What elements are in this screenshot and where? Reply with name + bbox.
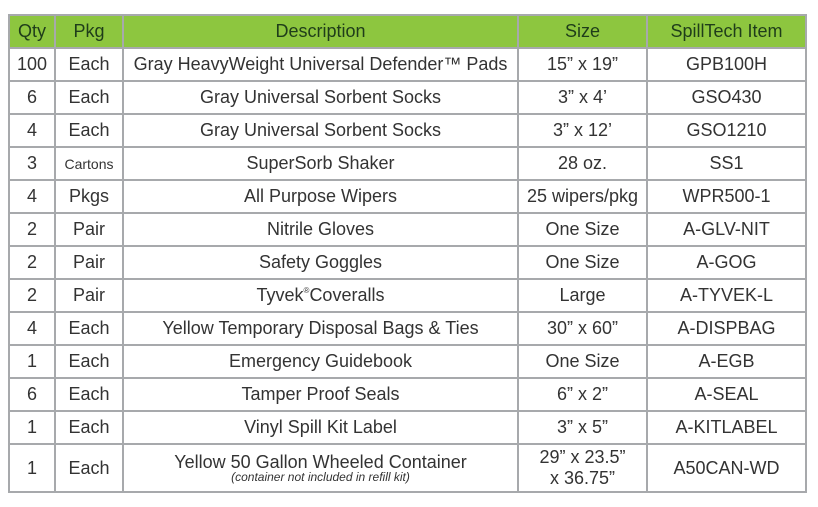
cell-qty: 2 <box>9 246 55 279</box>
cell-size: 15” x 19” <box>518 48 647 81</box>
cell-item: A-GOG <box>647 246 806 279</box>
cell-size: 25 wipers/pkg <box>518 180 647 213</box>
cell-pkg: Each <box>55 345 123 378</box>
cell-qty: 100 <box>9 48 55 81</box>
cell-description <box>123 444 518 492</box>
cell-description: Gray Universal Sorbent Socks <box>123 81 518 114</box>
cell-pkg: Each <box>55 81 123 114</box>
table-row <box>9 114 806 147</box>
cell-description: Nitrile Gloves <box>123 213 518 246</box>
cell-pkg: Pkgs <box>55 180 123 213</box>
cell-qty: 1 <box>9 345 55 378</box>
description-text: Yellow 50 Gallon Wheeled Container <box>174 452 467 472</box>
cell-size: One Size <box>518 246 647 279</box>
table-row <box>9 378 806 411</box>
cell-item: GPB100H <box>647 48 806 81</box>
cell-description <box>123 279 518 312</box>
registered-mark: ® <box>303 286 310 295</box>
cell-size: 3” x 5” <box>518 411 647 444</box>
cell-qty: 2 <box>9 213 55 246</box>
cell-qty: 6 <box>9 378 55 411</box>
cell-item: GSO1210 <box>647 114 806 147</box>
header-qty: Qty <box>9 15 55 48</box>
refill-kit-table <box>8 14 807 493</box>
table-row <box>9 279 806 312</box>
cell-pkg: Each <box>55 48 123 81</box>
cell-size: 30” x 60” <box>518 312 647 345</box>
description-text: Tyvek <box>256 285 304 305</box>
cell-qty: 1 <box>9 444 55 492</box>
table-row <box>9 312 806 345</box>
header-row <box>9 15 806 48</box>
cell-description: All Purpose Wipers <box>123 180 518 213</box>
cell-item: A-SEAL <box>647 378 806 411</box>
cell-item: A-EGB <box>647 345 806 378</box>
cell-item: A-KITLABEL <box>647 411 806 444</box>
cell-size: One Size <box>518 213 647 246</box>
cell-description: Vinyl Spill Kit Label <box>123 411 518 444</box>
cell-pkg: Pair <box>55 213 123 246</box>
cell-qty: 4 <box>9 312 55 345</box>
table-row <box>9 345 806 378</box>
table-row <box>9 411 806 444</box>
cell-qty: 3 <box>9 147 55 180</box>
cell-pkg: Pair <box>55 279 123 312</box>
header-spilltech-item: SpillTech Item <box>647 15 806 48</box>
cell-item: A-GLV-NIT <box>647 213 806 246</box>
cell-pkg: Pair <box>55 246 123 279</box>
cell-item: GSO430 <box>647 81 806 114</box>
cell-qty: 6 <box>9 81 55 114</box>
table-row <box>9 48 806 81</box>
cell-description: Tamper Proof Seals <box>123 378 518 411</box>
cell-qty: 4 <box>9 114 55 147</box>
cell-pkg: Each <box>55 411 123 444</box>
cell-size: 6” x 2” <box>518 378 647 411</box>
cell-description: Gray Universal Sorbent Socks <box>123 114 518 147</box>
table-row <box>9 147 806 180</box>
description-text-after: Coveralls <box>309 285 385 305</box>
cell-pkg: Each <box>55 114 123 147</box>
description-note: (container not included in refill kit) <box>231 470 410 484</box>
table-header <box>9 15 806 48</box>
size-line-1: 29” x 23.5” <box>539 447 626 467</box>
cell-qty: 2 <box>9 279 55 312</box>
table-row <box>9 213 806 246</box>
cell-pkg: Each <box>55 312 123 345</box>
cell-size <box>518 444 647 492</box>
cell-item: WPR500-1 <box>647 180 806 213</box>
table-row <box>9 180 806 213</box>
cell-item: SS1 <box>647 147 806 180</box>
cell-size: 3” x 4’ <box>518 81 647 114</box>
cell-description: Gray HeavyWeight Universal Defender™ Pads <box>123 48 518 81</box>
cell-size: One Size <box>518 345 647 378</box>
cell-item: A-TYVEK-L <box>647 279 806 312</box>
cell-description: Emergency Guidebook <box>123 345 518 378</box>
cell-item: A50CAN-WD <box>647 444 806 492</box>
header-size: Size <box>518 15 647 48</box>
cell-pkg: Each <box>55 444 123 492</box>
cell-description: SuperSorb Shaker <box>123 147 518 180</box>
cell-qty: 4 <box>9 180 55 213</box>
cell-size: 3” x 12’ <box>518 114 647 147</box>
table-row <box>9 444 806 492</box>
cell-description: Safety Goggles <box>123 246 518 279</box>
table-row <box>9 81 806 114</box>
cell-pkg: Each <box>55 378 123 411</box>
table-body <box>9 48 806 492</box>
cell-size: Large <box>518 279 647 312</box>
cell-item: A-DISPBAG <box>647 312 806 345</box>
table-row <box>9 246 806 279</box>
size-line-2: x 36.75” <box>549 468 616 488</box>
header-description: Description <box>123 15 518 48</box>
cell-qty: 1 <box>9 411 55 444</box>
header-pkg: Pkg <box>55 15 123 48</box>
cell-size: 28 oz. <box>518 147 647 180</box>
cell-description: Yellow Temporary Disposal Bags & Ties <box>123 312 518 345</box>
cell-pkg: Cartons <box>55 147 123 180</box>
